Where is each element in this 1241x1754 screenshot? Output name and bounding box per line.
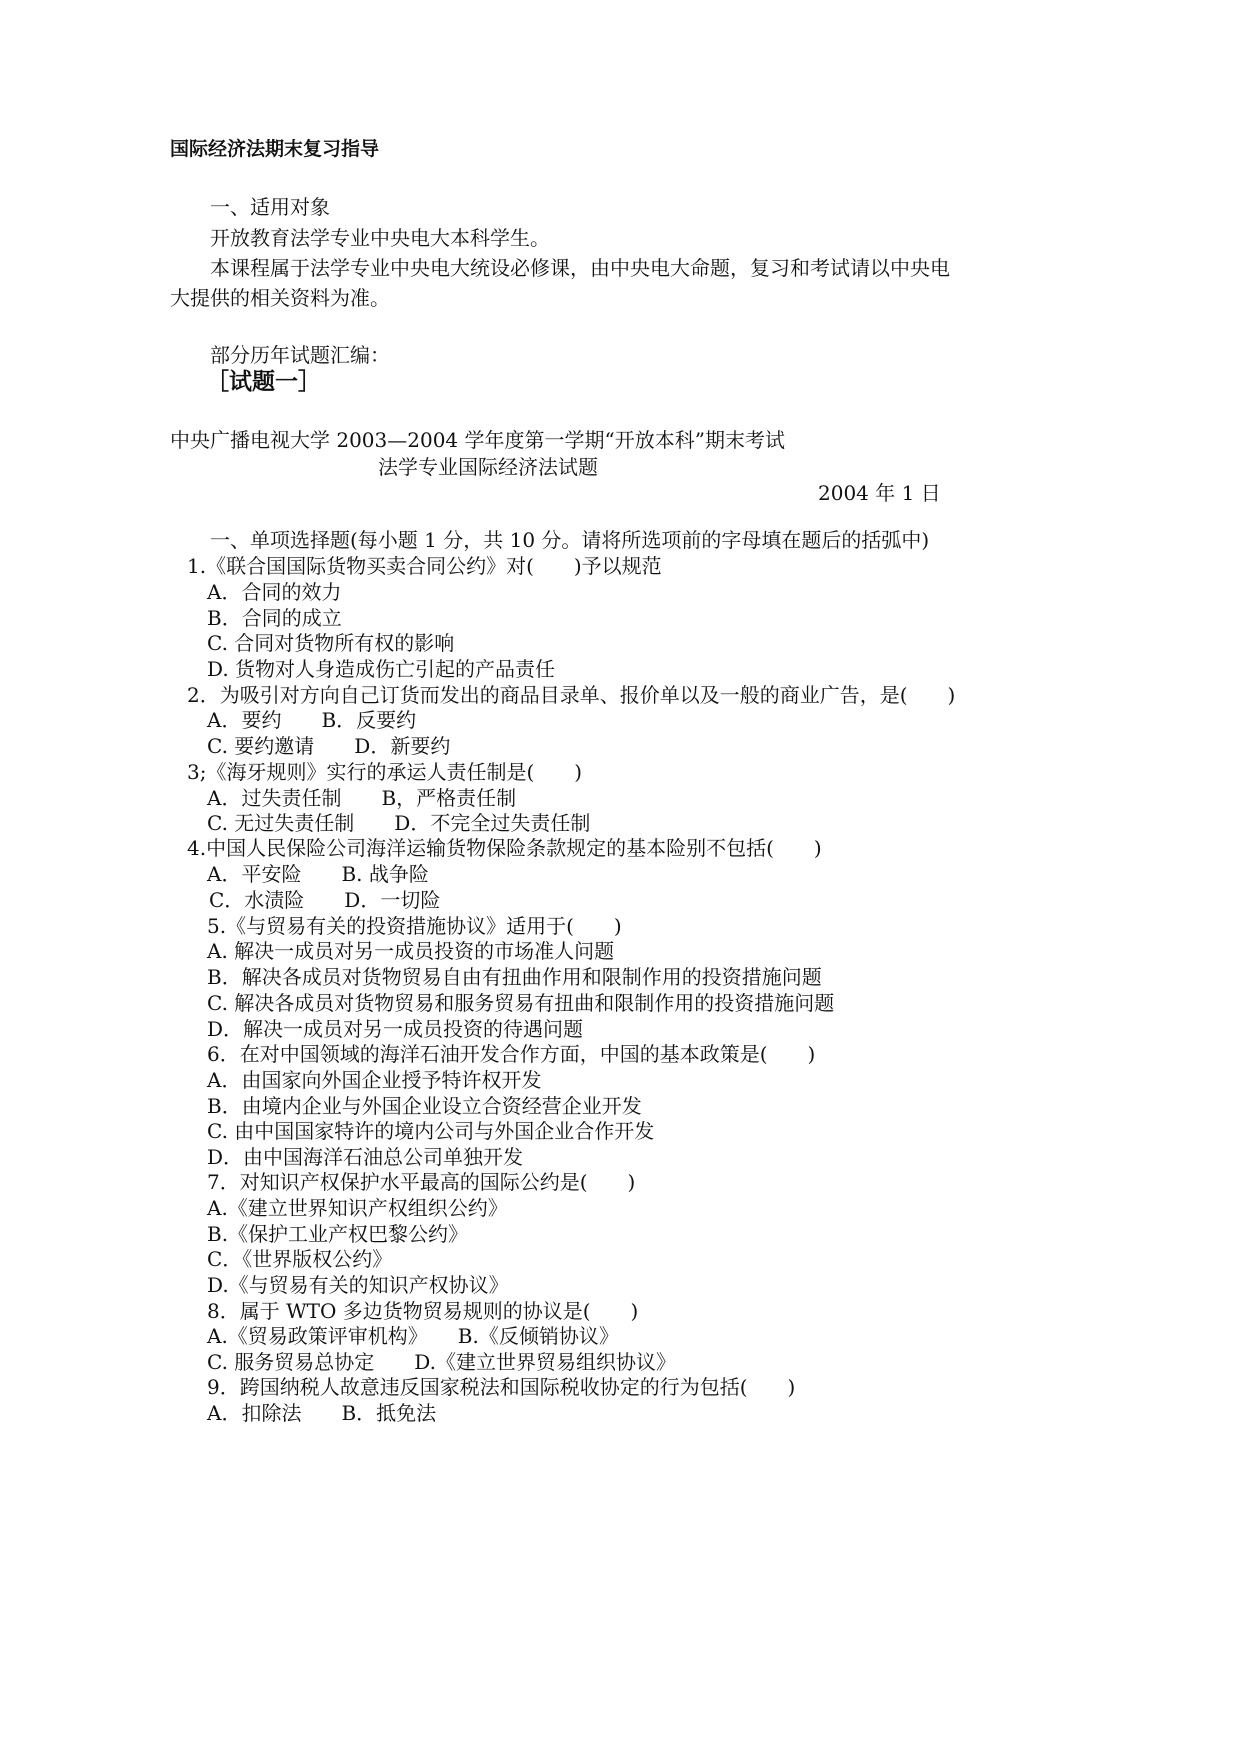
option-line: A．合同的效力	[207, 580, 342, 604]
option-line: A．扣除法 B．抵免法	[207, 1401, 437, 1425]
option-line: C. 服务贸易总协定 D.《建立世界贸易组织协议》	[207, 1350, 676, 1374]
option-line: A．平安险 B. 战争险	[207, 862, 429, 886]
option-line: C. 要约邀请 D．新要约	[207, 734, 451, 758]
option-line: B．合同的成立	[207, 606, 342, 630]
audience-paragraph: 开放教育法学专业中央电大本科学生。	[210, 226, 550, 250]
section-heading-audience: 一、适用对象	[210, 195, 330, 219]
option-line: C. 合同对货物所有权的影响	[207, 631, 455, 655]
exam-header-line1: 中央广播电视大学 2003—2004 学年度第一学期“开放本科”期末考试	[170, 428, 785, 452]
option-line: A．过失责任制 B，严格责任制	[207, 786, 517, 810]
question-line: 4.中国人民保险公司海洋运输货物保险条款规定的基本险别不包括( )	[187, 836, 822, 860]
option-line: C. 解决各成员对货物贸易和服务贸易有扭曲和限制作用的投资措施问题	[207, 991, 835, 1015]
document-title: 国际经济法期末复习指导	[170, 138, 380, 160]
option-line: A. 解决一成员对另一成员投资的市场准人问题	[207, 939, 615, 963]
option-line: D. 货物对人身造成伤亡引起的产品责任	[207, 657, 556, 681]
question-line: 8．属于 WTO 多边货物贸易规则的协议是( )	[207, 1299, 639, 1323]
exam-header-line2: 法学专业国际经济法试题	[378, 455, 598, 479]
question-line: 9．跨国纳税人故意违反国家税法和国际税收协定的行为包括( )	[207, 1375, 796, 1399]
course-note-line2: 大提供的相关资料为准。	[170, 286, 390, 310]
compilation-label: 部分历年试题汇编：	[210, 343, 390, 367]
option-line: B．由境内企业与外国企业设立合资经营企业开发	[207, 1094, 642, 1118]
question-line: 7．对知识产权保护水平最高的国际公约是( )	[207, 1170, 636, 1194]
option-line: C. 无过失责任制 D．不完全过失责任制	[207, 811, 591, 835]
option-line: A．由国家向外国企业授予特许权开发	[207, 1068, 542, 1092]
option-line: A.《贸易政策评审机构》 B.《反倾销协议》	[207, 1324, 619, 1348]
part-heading: 一、单项选择题(每小题 1 分，共 10 分。请将所选项前的字母填在题后的括弧中)	[210, 528, 930, 552]
question-line: 2．为吸引对方向自己订货而发出的商品目录单、报价单以及一般的商业广告，是( )	[187, 683, 956, 707]
option-line: B.《保护工业产权巴黎公约》	[207, 1222, 469, 1246]
question-line: 1.《联合国国际货物买卖合同公约》对( )予以规范	[187, 554, 662, 578]
course-note-line1: 本课程属于法学专业中央电大统设必修课，由中央电大命题，复习和考试请以中央电	[210, 256, 950, 280]
option-line: C．水渍险 D．一切险	[209, 888, 441, 912]
option-line: C．《世界版权公约》	[207, 1247, 393, 1271]
option-line: D.《与贸易有关的知识产权协议》	[207, 1273, 509, 1297]
exam-label: ［试题一］	[206, 369, 321, 395]
question-line: 5.《与贸易有关的投资措施协议》适用于( )	[207, 914, 622, 938]
question-line: 3;《海牙规则》实行的承运人责任制是( )	[187, 760, 583, 784]
option-line: A．要约 B．反要约	[207, 708, 417, 732]
question-line: 6．在对中国领域的海洋石油开发合作方面，中国的基本政策是( )	[207, 1042, 816, 1066]
exam-date: 2004 年 1 日	[818, 481, 941, 505]
option-line: C. 由中国国家特许的境内公司与外国企业合作开发	[207, 1119, 655, 1143]
option-line: D．解决一成员对另一成员投资的待遇问题	[207, 1017, 584, 1041]
option-line: A.《建立世界知识产权组织公约》	[207, 1196, 508, 1220]
option-line: D．由中国海洋石油总公司单独开发	[207, 1145, 524, 1169]
option-line: B．解决各成员对货物贸易自由有扭曲作用和限制作用的投资措施问题	[207, 965, 822, 989]
